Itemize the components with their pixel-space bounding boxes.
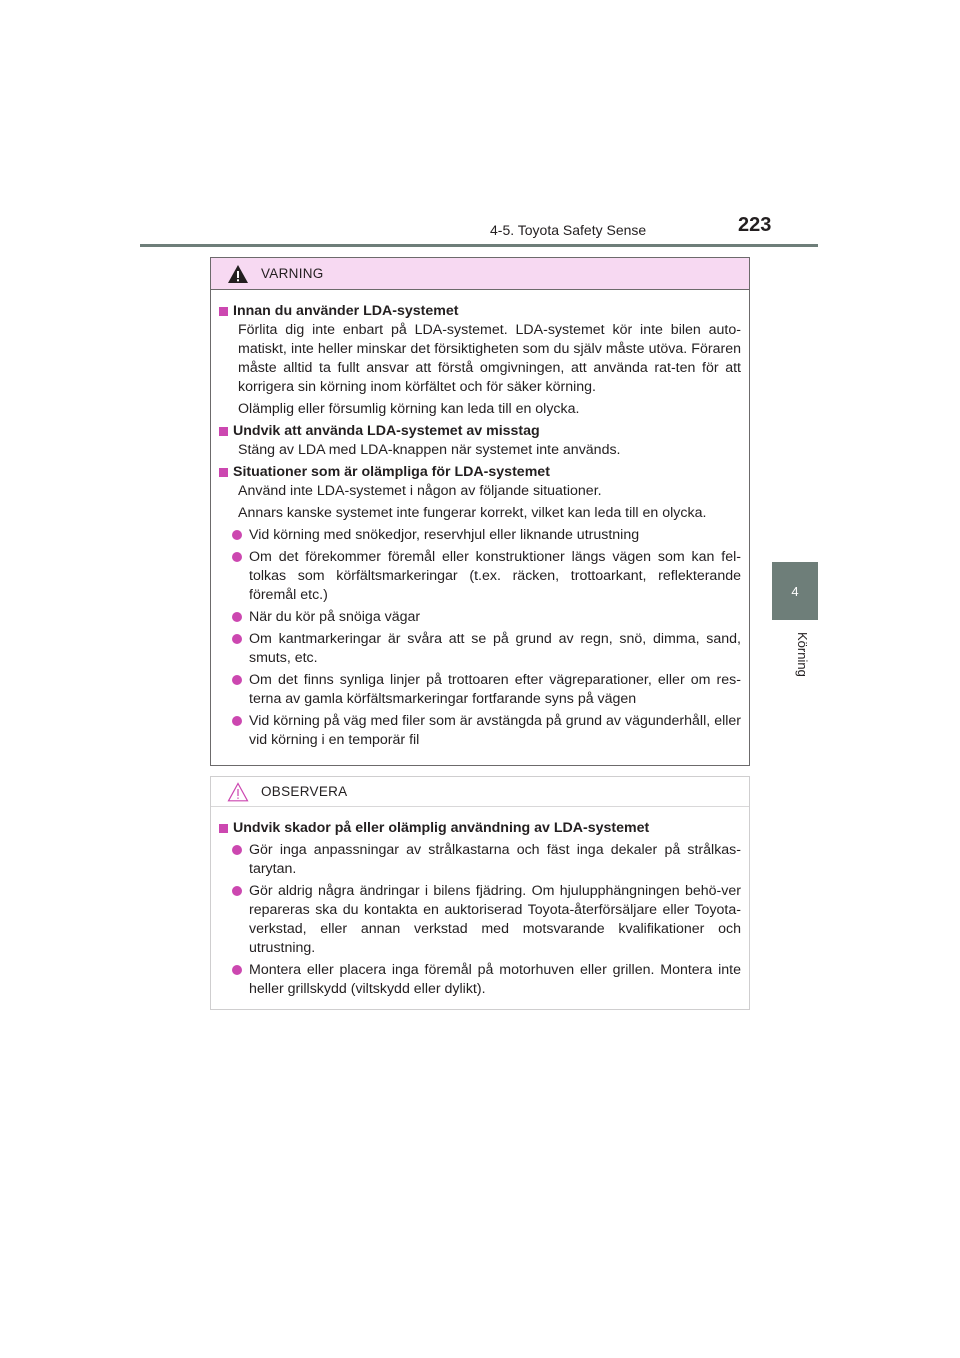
round-bullet-icon (232, 886, 242, 896)
list-item: Vid körning på väg med filer som är avstängda på grund av vägunderhåll, eller vid körning i en temporär fil (232, 712, 741, 750)
paragraph: Stäng av LDA med LDA-knappen när systemet inte används. (238, 442, 621, 458)
warning-box (210, 257, 750, 766)
round-bullet-icon (232, 552, 242, 562)
page-number: 223 (738, 214, 772, 236)
round-bullet-icon (232, 634, 242, 644)
warning-section-heading: Innan du använder LDA-systemet (219, 302, 741, 321)
list-item: Montera eller placera inga föremål på motorhuven eller grillen. Montera inte heller grillskydd (viltskydd eller dylikt). (232, 961, 741, 999)
list-item: Gör inga anpassningar av strålkastarna och fäst inga dekaler på strålkas-tarytan. (232, 841, 741, 879)
chapter-tab: 4 (772, 562, 818, 620)
notice-section-heading: Undvik skador på eller olämplig användning av LDA-systemet (219, 819, 741, 838)
list-item: Om det finns synliga linjer på trottoaren efter vägreparationer, eller om res-terna av gamla körfältsmarkeringar fortfarande syns på vägen (232, 671, 741, 709)
warning-header (211, 258, 749, 290)
paragraph: Använd inte LDA-systemet i någon av följande situationer. (238, 483, 602, 499)
square-bullet-icon (219, 824, 228, 833)
square-bullet-icon (219, 307, 228, 316)
list-item: Gör aldrig några ändringar i bilens fjädring. Om hjulupphängningen behö-ver repareras ska du kontakta en auktoriserad Toyota-återförsäljare eller Toyota-verkstad, eller annan verkstad med motsvarande kvalifikationer och utrustning. (232, 882, 741, 958)
paragraph: Annars kanske systemet inte fungerar korrekt, vilket kan leda till en olycka. (238, 505, 707, 521)
round-bullet-icon (232, 530, 242, 540)
paragraph: Förlita dig inte enbart på LDA-systemet. LDA-systemet kör inte bilen auto-matiskt, inte heller minskar det försiktigheten som du själv måste utöva. Föraren måste alltid ta fullt ansvar att förstå omgivningen, att använda rat-ten för att korrigera sin körning inom körfältet och för säker körning. (238, 322, 741, 395)
list-item: Om kantmarkeringar är svåra att se på grund av regn, snö, dimma, sand, smuts, etc. (232, 630, 741, 668)
header-rule (140, 244, 818, 247)
list-item: När du kör på snöiga vägar (232, 608, 741, 627)
warning-section-heading: Undvik att använda LDA-systemet av misstag (219, 422, 741, 441)
round-bullet-icon (232, 965, 242, 975)
chapter-label: Körning (795, 632, 810, 677)
header-section-title: 4-5. Toyota Safety Sense (490, 222, 647, 238)
warning-section-heading: Situationer som är olämpliga för LDA-systemet (219, 463, 741, 482)
notice-header (211, 777, 749, 807)
warning-title: VARNING (261, 266, 324, 281)
list-item: Om det förekommer föremål eller konstruktioner längs vägen som kan fel-tolkas som körfältsmarkeringar (t.ex. räcken, trottoarkant, reflekterande föremål etc.) (232, 548, 741, 605)
notice-title: OBSERVERA (261, 784, 348, 799)
warning-icon (227, 264, 249, 284)
caution-icon (227, 782, 249, 802)
notice-box (210, 776, 750, 1010)
round-bullet-icon (232, 845, 242, 855)
round-bullet-icon (232, 612, 242, 622)
round-bullet-icon (232, 675, 242, 685)
square-bullet-icon (219, 427, 228, 436)
square-bullet-icon (219, 468, 228, 477)
round-bullet-icon (232, 716, 242, 726)
paragraph: Olämplig eller försumlig körning kan leda till en olycka. (238, 401, 580, 417)
list-item: Vid körning med snökedjor, reservhjul eller liknande utrustning (232, 526, 741, 545)
